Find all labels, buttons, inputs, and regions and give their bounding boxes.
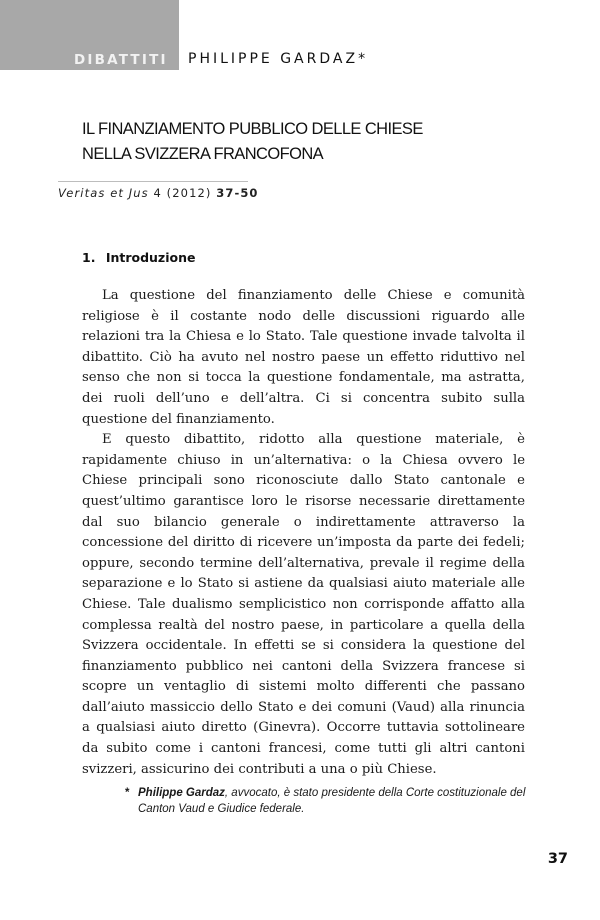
page-range: 37-50 bbox=[216, 186, 259, 200]
footnote bbox=[125, 785, 538, 817]
page-number: 37 bbox=[547, 851, 568, 867]
section-heading bbox=[82, 250, 195, 265]
section-label: DIBATTITI bbox=[74, 52, 168, 68]
footnote-mark: * bbox=[125, 787, 130, 799]
paragraph: E questo dibattito, ridotto alla questione materiale, è rapidamente chiuso in un’alternativa: o la Chiesa ovvero le Chiese principali sono riconosciute dallo Stato cantonale e quest’ultimo garantisce loro le risorse necessarie direttamente dal suo bilancio generale o indirettamente attraverso la concessione del diritto di ricevere un’imposta da parte dei fedeli; oppure, secondo termine dell’alternativa, prevale il regime della separazione e lo Stato si astiene da qualsiasi aiuto materiale alle Chiese. Tale dualismo semplicistico non corrisponde affatto alla complessa realtà del nostro paese, in particolare a quella della Svizzera occidentale. In effetti se si considera la questione del finanziamento pubblico nei cantoni della Svizzera francese si scopre un ventaglio di sistemi molto differenti che passano dall’aiuto massiccio dello Stato e dei comuni (Vaud) alla rinuncia a qualsiasi aiuto diretto (Ginevra). Occorre tuttavia sottolineare da subito come i cantoni francesi, come tutti gli altri cantoni svizzeri, assicurino dei contributi a una o più Chiese. bbox=[82, 432, 525, 777]
section-number: 1. bbox=[82, 250, 96, 265]
article-title-line-1: IL FINANZIAMENTO PUBBLICO DELLE CHIESE bbox=[82, 119, 423, 138]
article-title bbox=[82, 116, 431, 166]
journal-name: Veritas et Jus bbox=[58, 186, 149, 200]
author-name: PHILIPPE GARDAZ* bbox=[188, 51, 369, 67]
section-title: Introduzione bbox=[105, 250, 196, 265]
body-text bbox=[82, 286, 525, 780]
title-divider bbox=[58, 181, 248, 182]
footnote-text: , avvocato, è stato presidente della Corte costituzionale del Canton Vaud e Giudice federale. bbox=[138, 787, 526, 815]
footnote-author: Philippe Gardaz bbox=[138, 787, 225, 799]
issue-year: 4 (2012) bbox=[148, 186, 217, 200]
citation bbox=[58, 186, 259, 200]
article-title-line-2: NELLA SVIZZERA FRANCOFONA bbox=[82, 144, 324, 163]
paragraph: La questione del finanziamento delle Chiese e comunità religiose è il costante nodo delle discussioni riguardo alle relazioni tra la Chiesa e lo Stato. Tale questione invade talvolta il dibattito. Ciò ha avuto nel nostro paese un effetto riduttivo nel senso che non si tocca la questione fondamentale, ma astratta, dei ruoli dell’uno e dell’altra. Ci si concentra subito sulla questione del finanziamento. bbox=[82, 288, 525, 427]
